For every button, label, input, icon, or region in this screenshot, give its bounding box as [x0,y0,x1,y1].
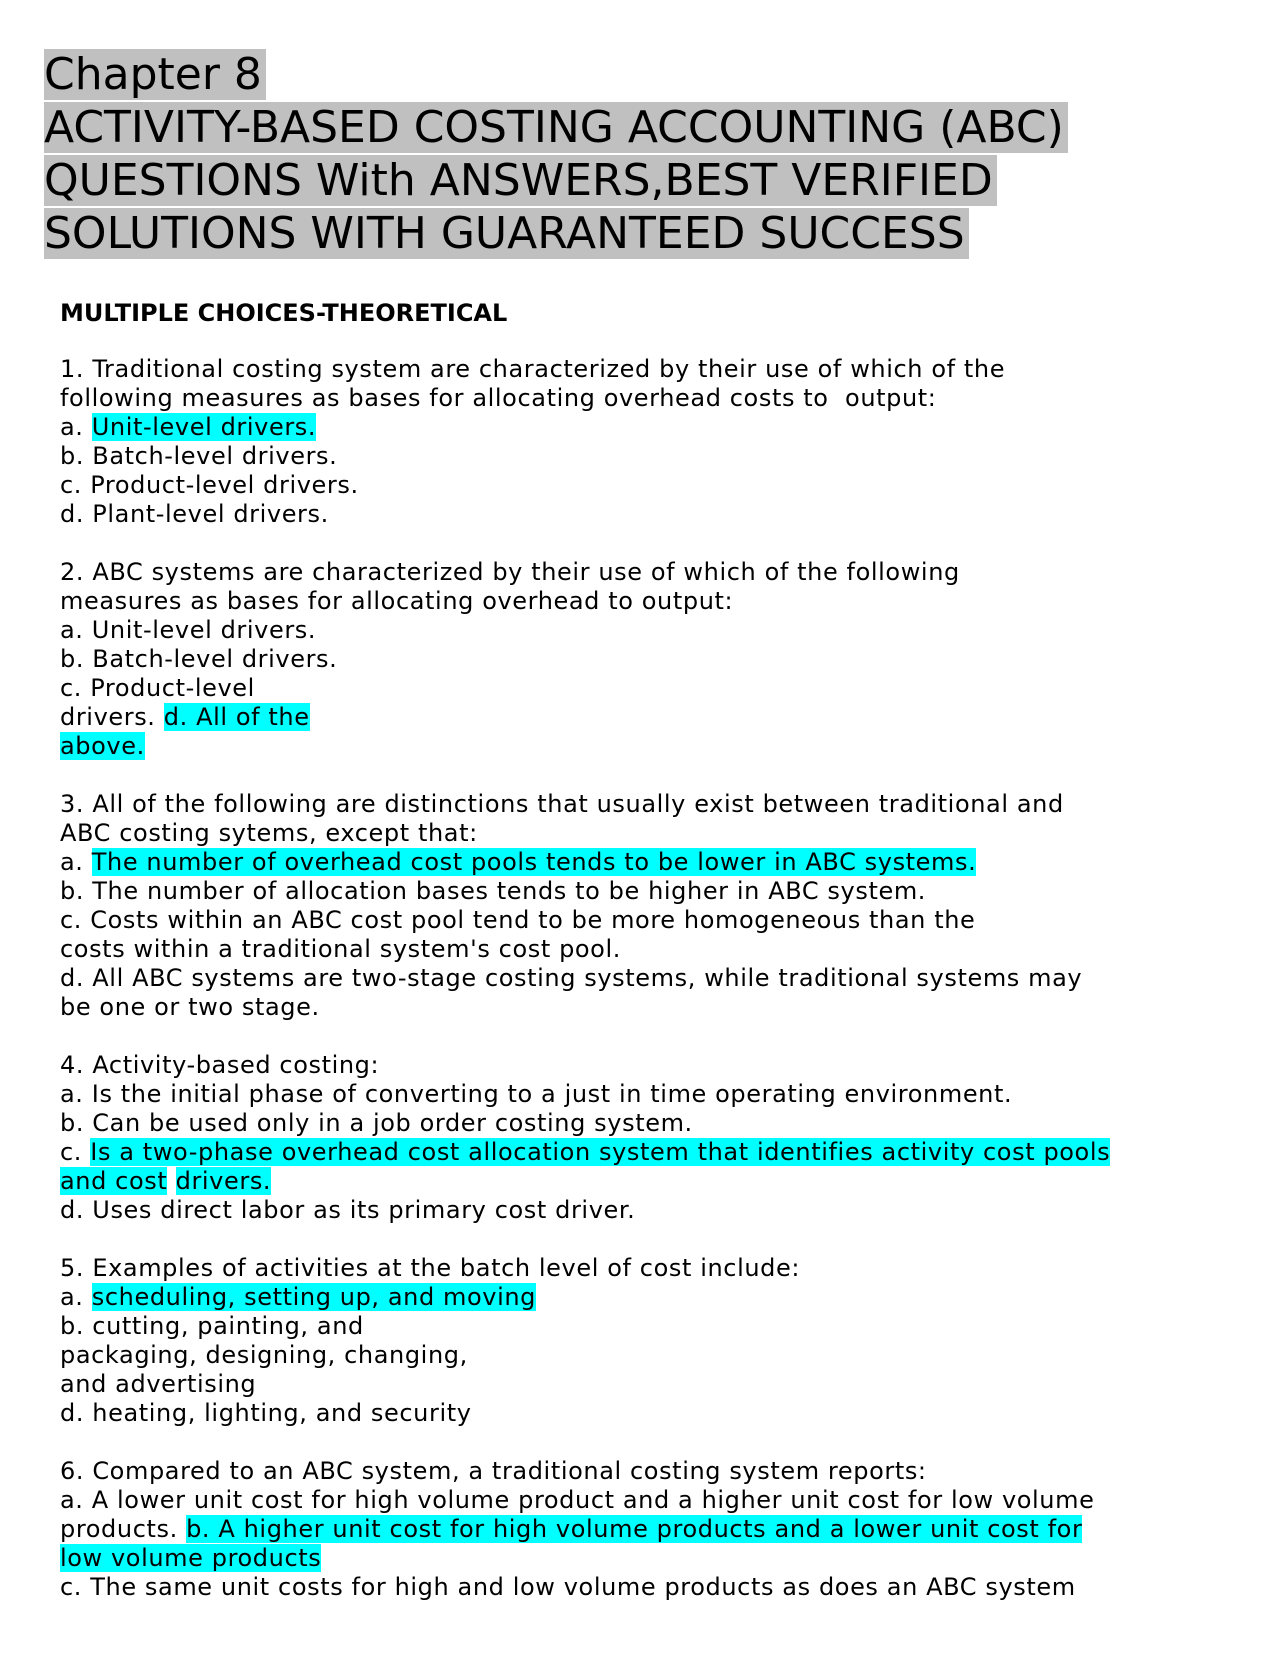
highlighted-answer: The number of overhead cost pools tends to be lower in ABC systems. [91,848,977,876]
title-line-3: QUESTIONS With ANSWERS,BEST VERIFIED [44,154,1068,207]
highlighted-answer: above. [60,732,145,760]
question-3 [60,790,1260,1022]
highlighted-answer: low volume products [60,1544,322,1572]
highlighted-answer: d. All of the [163,703,310,731]
title-line-2: ACTIVITY-BASED COSTING ACCOUNTING (ABC) [44,101,1068,154]
question-2 [60,558,1260,761]
question-5 [60,1254,1260,1428]
question-text: 6. Compared to an ABC system, a traditional costing system reports: [60,1457,927,1485]
option-a: a. The number of overhead cost pools tends to be lower in ABC systems. [60,848,977,876]
option-b: b. Can be used only in a job order costing system. [60,1109,693,1137]
document-title [44,48,1068,260]
question-text: 5. Examples of activities at the batch level of cost include: [60,1254,801,1282]
option-a: a. A lower unit cost for high volume product and a higher unit cost for low volume [60,1486,1095,1514]
option-c [60,1167,1260,1196]
question-text: 4. Activity-based costing: [60,1051,380,1079]
question-text: following measures as bases for allocating overhead costs to output: [60,384,937,412]
highlighted-answer: and cost [60,1167,168,1195]
option-a-b: products. b. A higher unit cost for high volume products and a lower unit cost for [60,1515,1083,1543]
option-a: a. Unit-level drivers. [60,616,317,644]
option-a: a. Unit-level drivers. [60,413,317,441]
option-d: d. Plant-level drivers. [60,500,329,528]
option-b: b. The number of allocation bases tends to be higher in ABC system. [60,877,927,905]
question-text: ABC costing sytems, except that: [60,819,478,847]
question-1 [60,355,1260,529]
option-c-d: drivers. d. All of the [60,703,310,731]
question-text: 2. ABC systems are characterized by their use of which of the following [60,558,960,586]
option-c: c. Costs within an ABC cost pool tend to be more homogeneous than the [60,906,976,934]
option-b: b. Batch-level drivers. [60,645,338,673]
option-c: c. The same unit costs for high and low volume products as does an ABC system [60,1573,1076,1601]
question-text: 1. Traditional costing system are characterized by their use of which of the [60,355,1006,383]
question-6 [60,1457,1260,1602]
title-line-1: Chapter 8 [44,48,1068,101]
highlighted-answer: Unit-level drivers. [91,413,317,441]
option-b: and advertising [60,1370,257,1398]
option-b: b. Batch-level drivers. [60,442,338,470]
question-text: measures as bases for allocating overhead to output: [60,587,734,615]
option-c: c. Product-level [60,674,255,702]
question-4 [60,1051,1260,1225]
option-a: a. scheduling, setting up, and moving [60,1283,537,1311]
option-c: c. Is a two-phase overhead cost allocation system that identifies activity cost pools [60,1138,1111,1166]
option-a: a. Is the initial phase of converting to a just in time operating environment. [60,1080,1013,1108]
highlighted-answer: b. A higher unit cost for high volume products and a lower unit cost for [186,1515,1083,1543]
question-text: 3. All of the following are distinctions that usually exist between traditional and [60,790,1064,818]
option-d: d. All ABC systems are two-stage costing systems, while traditional systems may [60,964,1083,992]
highlighted-answer: drivers. [175,1167,272,1195]
option-d: d. heating, lighting, and security [60,1399,472,1427]
option-b [60,1544,1260,1573]
option-d: be one or two stage. [60,993,320,1021]
title-line-4: SOLUTIONS WITH GUARANTEED SUCCESS [44,207,1068,260]
option-d: d. Uses direct labor as its primary cost driver. [60,1196,636,1224]
section-heading: MULTIPLE CHOICES-THEORETICAL [60,299,508,327]
highlighted-answer: Is a two-phase overhead cost allocation system that identifies activity cost pools [90,1138,1111,1166]
highlighted-answer: scheduling, setting up, and moving [91,1283,537,1311]
option-c: costs within a traditional system's cost pool. [60,935,621,963]
option-c: c. Product-level drivers. [60,471,359,499]
option-b: packaging, designing, changing, [60,1341,468,1369]
question-list [60,355,1260,1602]
option-b: b. cutting, painting, and [60,1312,364,1340]
option-d [60,732,1260,761]
